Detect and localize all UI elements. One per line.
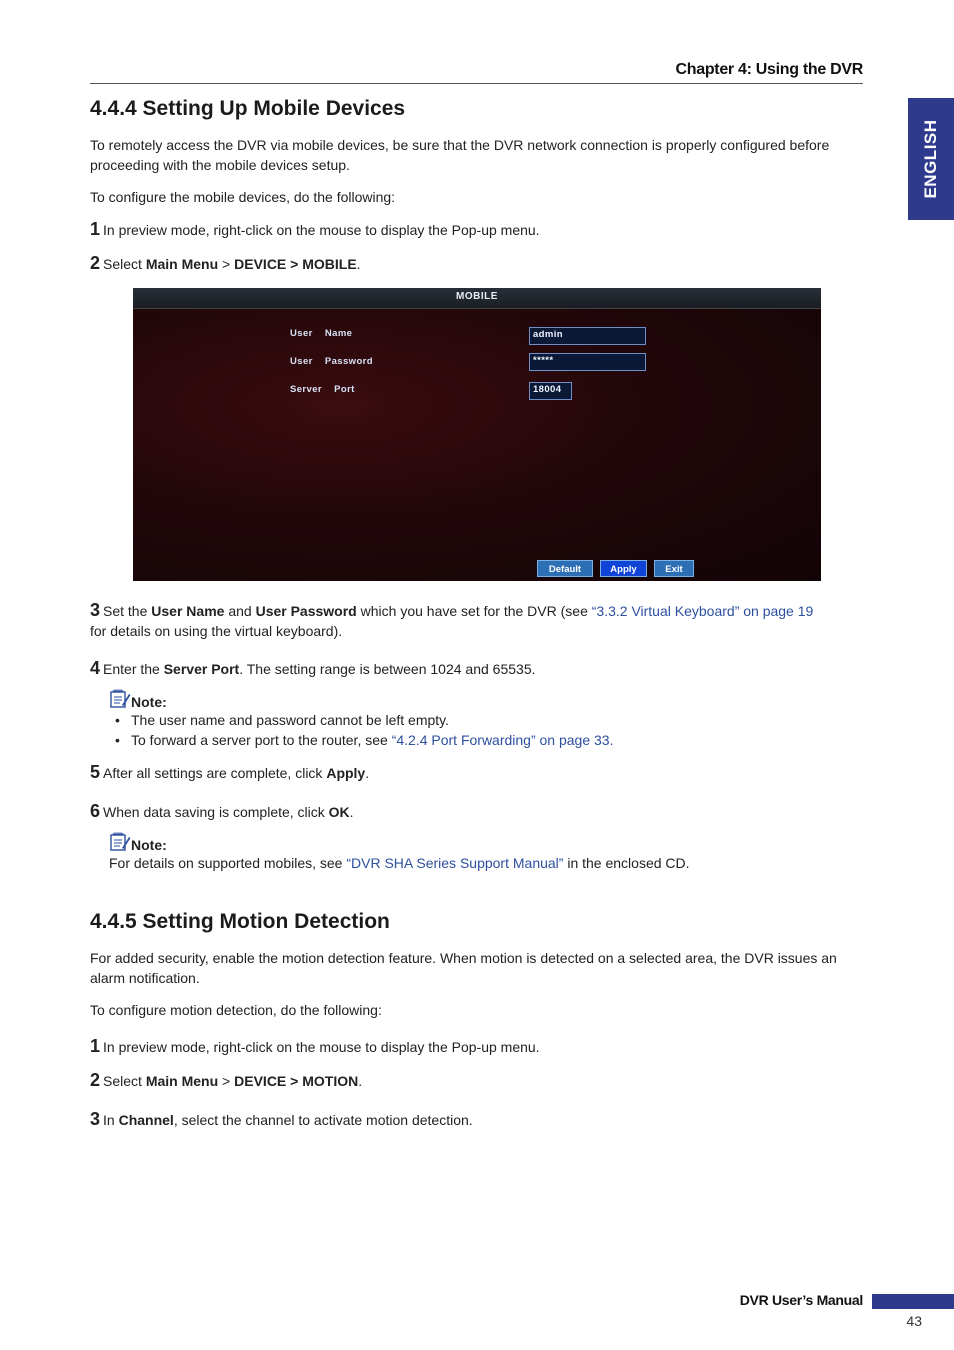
- step-text: for details on using the virtual keyboard).: [90, 622, 343, 639]
- bullet-text: To forward a server port to the router, see: [131, 731, 392, 748]
- note-label: Note:: [131, 694, 167, 710]
- mobile-step-6: [90, 802, 354, 823]
- step-text: >: [218, 256, 235, 272]
- step-text: .: [356, 256, 361, 272]
- term-ok: OK: [328, 804, 350, 820]
- motion-step-1: [90, 1037, 540, 1058]
- mobile-step-1: [90, 220, 540, 241]
- term-server-port: Server Port: [163, 661, 240, 677]
- port-forwarding-link[interactable]: “4.2.4 Port Forwarding” on page 33.: [391, 731, 614, 748]
- step-text: >: [218, 1073, 235, 1089]
- mobile-lead: To configure the mobile devices, do the following:: [90, 189, 396, 205]
- exit-button[interactable]: Exit: [654, 560, 694, 577]
- note-bullet: [109, 731, 613, 751]
- step-text: Select: [103, 256, 146, 272]
- motion-lead: To configure motion detection, do the following:: [90, 1002, 382, 1018]
- step-text: , select the channel to activate motion detection.: [173, 1112, 473, 1128]
- motion-step-2: [90, 1071, 362, 1092]
- menu-path-device: DEVICE > MOTION: [234, 1073, 359, 1089]
- mobile-step-4: [90, 659, 536, 680]
- menu-path-main: Main Menu: [145, 1073, 219, 1089]
- step-number: 5: [90, 762, 101, 782]
- mobile-step-2: [90, 254, 361, 275]
- apply-button[interactable]: Apply: [600, 560, 647, 577]
- step-text: and: [224, 603, 256, 619]
- step-text: In: [103, 1112, 119, 1128]
- label-user-password: User Password: [290, 356, 373, 367]
- step-text: .: [365, 765, 370, 781]
- step-text: In preview mode, right-click on the mouse to display the Pop-up menu.: [103, 222, 540, 238]
- motion-step-3: [90, 1110, 473, 1131]
- support-manual-link[interactable]: “DVR SHA Series Support Manual”: [346, 855, 564, 871]
- step-text: .: [358, 1073, 363, 1089]
- mobile-step-3: [90, 601, 865, 641]
- note-bullet: • The user name and password cannot be left empty.: [109, 711, 613, 731]
- language-tab-label: ENGLISH: [921, 119, 940, 199]
- step-text: Set the: [103, 603, 152, 619]
- step-number: 3: [90, 600, 101, 620]
- note-block-2: [109, 832, 690, 874]
- default-button[interactable]: Default: [537, 560, 593, 577]
- term-channel: Channel: [118, 1112, 174, 1128]
- step-text: . The setting range is between 1024 and 65535.: [239, 661, 536, 677]
- step-text: which you have set for the DVR (see: [356, 603, 592, 619]
- section-heading-motion: 4.4.5 Setting Motion Detection: [90, 910, 390, 933]
- term-user-name: User Name: [151, 603, 225, 619]
- menu-path-main: Main Menu: [145, 256, 219, 272]
- note-text-pre: For details on supported mobiles, see: [109, 855, 347, 871]
- screenshot-title-bar: [133, 288, 821, 309]
- step-number: 2: [90, 1070, 101, 1090]
- note-text-post: in the enclosed CD.: [563, 855, 690, 871]
- chapter-title: Chapter 4: Using the DVR: [675, 61, 863, 78]
- mobile-step-5: [90, 763, 369, 784]
- step-text: Select: [103, 1073, 146, 1089]
- footer-accent-bar: [872, 1294, 954, 1309]
- step-text: .: [349, 804, 354, 820]
- motion-intro: For added security, enable the motion detection feature. When motion is detected on a selected area, the DVR issues an alarm notification.: [90, 950, 837, 986]
- step-number: 2: [90, 253, 101, 273]
- step-text: Enter the: [103, 661, 164, 677]
- screenshot-title: MOBILE: [456, 291, 498, 302]
- menu-path-device: DEVICE > MOBILE: [234, 256, 357, 272]
- step-number: 3: [90, 1109, 101, 1129]
- step-text: After all settings are complete, click: [103, 765, 327, 781]
- step-text: In preview mode, right-click on the mouse to display the Pop-up menu.: [103, 1039, 540, 1055]
- language-tab: [908, 98, 954, 220]
- term-user-password: User Password: [255, 603, 357, 619]
- step-number: 1: [90, 1036, 101, 1056]
- user-name-field[interactable]: admin: [529, 327, 646, 345]
- step-text: When data saving is complete, click: [103, 804, 329, 820]
- note-bullet-list: [109, 711, 613, 750]
- user-password-field[interactable]: *****: [529, 353, 646, 371]
- step-number: 4: [90, 658, 101, 678]
- mobile-settings-screenshot: [133, 288, 821, 581]
- virtual-keyboard-link[interactable]: “3.3.2 Virtual Keyboard” on page 19: [591, 603, 814, 619]
- server-port-field[interactable]: 18004: [529, 382, 572, 400]
- label-server-port: Server Port: [290, 384, 355, 395]
- label-user-name: User Name: [290, 328, 353, 339]
- term-apply: Apply: [326, 765, 366, 781]
- note-block-1: [109, 689, 613, 750]
- page-number: 43: [906, 1313, 922, 1329]
- manual-title: DVR User’s Manual: [739, 1292, 863, 1308]
- mobile-intro: To remotely access the DVR via mobile devices, be sure that the DVR network connection is properly configured before proceeding with the mobile devices setup.: [90, 137, 830, 173]
- note-text: [109, 854, 690, 874]
- step-number: 6: [90, 801, 101, 821]
- header-rule: [90, 83, 863, 84]
- section-heading-mobile: 4.4.4 Setting Up Mobile Devices: [90, 97, 406, 120]
- step-number: 1: [90, 219, 101, 239]
- note-label: Note:: [131, 837, 167, 853]
